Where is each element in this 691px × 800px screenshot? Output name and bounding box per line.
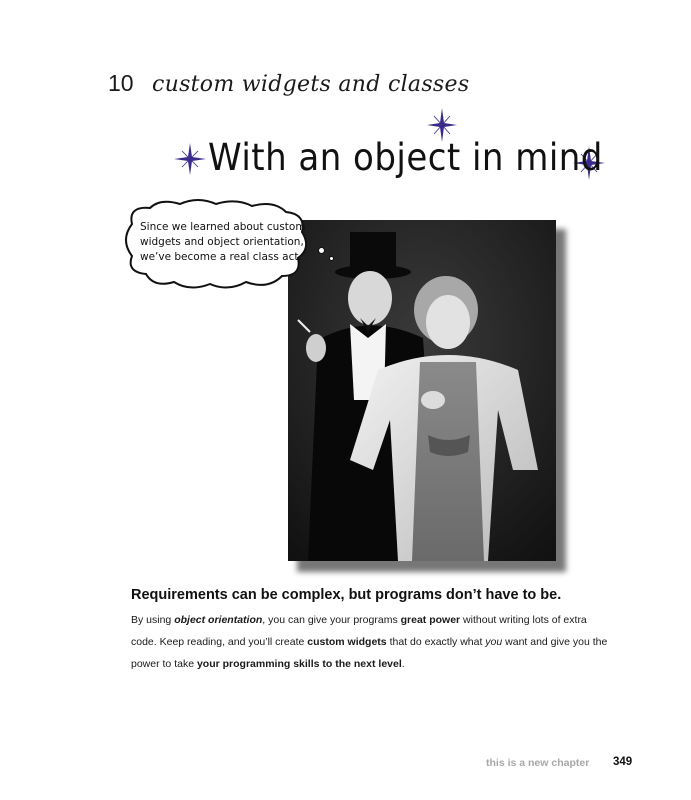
photo-couple xyxy=(288,220,556,561)
thought-bubble xyxy=(118,196,312,292)
chapter-name: custom widgets and classes xyxy=(151,72,470,97)
chapter-number: 10 xyxy=(108,70,134,96)
thought-bubble-text: Since we learned about custom widgets and object orientation, we’ve become a real class act. xyxy=(140,221,306,263)
chapter-header xyxy=(108,70,469,97)
footer-text: this is a new chapter xyxy=(486,757,590,769)
star-icon xyxy=(174,143,206,175)
chapter-title: With an object in mind xyxy=(208,136,603,179)
section-heading: Requirements can be complex, but programs don’t have to be. xyxy=(131,587,562,603)
thought-dot xyxy=(329,256,334,261)
intro-paragraph: By using object orientation, you can give your programs great power without writing lots of extra code. Keep reading, and you’ll create custom widgets that do exactly what you want and give you the power to take your programming skills to the next level. xyxy=(131,614,608,670)
page-number: 349 xyxy=(613,756,633,768)
thought-dot xyxy=(318,247,325,254)
